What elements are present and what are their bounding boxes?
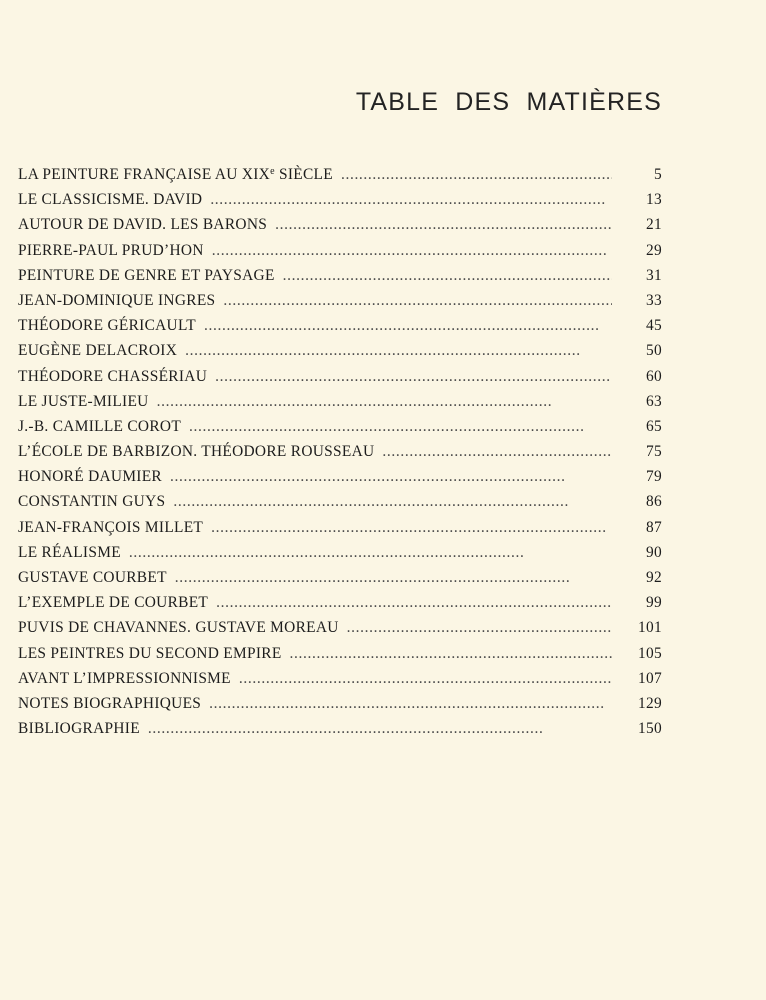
toc-entry-title: THÉODORE CHASSÉRIAU: [18, 367, 208, 385]
toc-entry-title: AUTOUR DE DAVID. LES BARONS: [18, 216, 268, 234]
toc-entry: [18, 368, 662, 393]
dot-leader: [204, 317, 612, 335]
dot-leader: [215, 368, 612, 386]
toc-entry: [18, 418, 662, 443]
dot-leader: [347, 619, 612, 637]
toc-entry-page: 150: [638, 720, 662, 738]
toc-entry-page: 87: [646, 518, 662, 536]
toc-entry: [18, 645, 662, 670]
toc-entry: [18, 569, 662, 594]
toc-entry-title: JEAN-DOMINIQUE INGRES: [18, 291, 216, 309]
toc-entry-title: HONORÉ DAUMIER: [18, 468, 162, 486]
toc-entry: [18, 468, 662, 493]
dot-leader: [185, 342, 612, 360]
toc-entry-page: 75: [646, 443, 662, 461]
dot-leader: [211, 519, 612, 537]
toc-entry: [18, 443, 662, 468]
toc-entry: [18, 342, 662, 367]
toc-entry-title: LE CLASSICISME. DAVID: [18, 191, 203, 209]
dot-leader: [148, 720, 612, 738]
toc-entry-title: J.-B. CAMILLE COROT: [18, 417, 182, 435]
toc-entry-title: AVANT L’IMPRESSIONNISME: [18, 669, 231, 687]
toc-entry-title: LA PEINTURE FRANÇAISE AU XIXe SIÈCLE: [18, 166, 333, 183]
toc-entry-page: 107: [638, 669, 662, 687]
toc-entry: [18, 292, 662, 317]
toc-entry-page: 45: [646, 317, 662, 335]
toc-entry-title: LE RÉALISME: [18, 543, 121, 561]
toc-entry-page: 13: [646, 191, 662, 209]
toc-entry: [18, 267, 662, 292]
dot-leader: [239, 670, 612, 688]
toc-entry-page: 129: [638, 694, 662, 712]
toc-entry: [18, 191, 662, 216]
toc-entry-title: EUGÈNE DELACROIX: [18, 342, 178, 360]
toc-entry-page: 90: [646, 543, 662, 561]
toc-entry-page: 79: [646, 468, 662, 486]
toc-entry-title: PEINTURE DE GENRE ET PAYSAGE: [18, 266, 275, 284]
toc-entry-title: LE JUSTE-MILIEU: [18, 392, 149, 410]
superscript: e: [270, 166, 275, 177]
toc-entry-page: 29: [646, 241, 662, 259]
toc-entry-title: JEAN-FRANÇOIS MILLET: [18, 518, 204, 536]
toc-entry: [18, 720, 662, 745]
toc-entry-page: 33: [646, 291, 662, 309]
toc-entry: [18, 594, 662, 619]
toc-entry-page: 21: [646, 216, 662, 234]
toc-entry: [18, 619, 662, 644]
dot-leader: [129, 544, 612, 562]
toc-entry-page: 101: [638, 619, 662, 637]
toc-entry-title: THÉODORE GÉRICAULT: [18, 317, 196, 335]
toc-entry-title: GUSTAVE COURBET: [18, 569, 167, 586]
toc-entry-title: PIERRE-PAUL PRUD’HON: [18, 241, 204, 259]
dot-leader: [212, 242, 612, 260]
page-title: TABLE DES MATIÈRES: [355, 88, 662, 116]
toc-entry: [18, 393, 662, 418]
dot-leader: [283, 267, 612, 285]
toc-entry-page: 92: [646, 569, 662, 586]
dot-leader: [170, 468, 612, 486]
toc-entry-page: 31: [646, 266, 662, 284]
dot-leader: [275, 216, 612, 234]
toc-entry-title: LES PEINTRES DU SECOND EMPIRE: [18, 644, 282, 662]
toc-entry-page: 63: [646, 392, 662, 410]
toc-entry-page: 50: [646, 342, 662, 360]
toc-entry: [18, 519, 662, 544]
toc-entry-page: 60: [646, 367, 662, 385]
toc-entry-title: PUVIS DE CHAVANNES. GUSTAVE MOREAU: [18, 619, 339, 637]
toc-entry-page: 99: [646, 594, 662, 612]
dot-leader: [216, 594, 612, 612]
dot-leader: [341, 166, 612, 184]
toc-entry: [18, 695, 662, 720]
toc-entry: [18, 166, 662, 191]
toc-entry-title: BIBLIOGRAPHIE: [18, 720, 140, 738]
dot-leader: [173, 493, 612, 511]
dot-leader: [175, 569, 612, 587]
toc-entry: [18, 317, 662, 342]
toc-entry: [18, 670, 662, 695]
dot-leader: [189, 418, 612, 436]
toc-entry: [18, 242, 662, 267]
toc-entry-title: CONSTANTIN GUYS: [18, 493, 166, 511]
table-of-contents: [18, 166, 662, 745]
dot-leader: [209, 695, 612, 713]
toc-entry: [18, 493, 662, 518]
toc-entry-title: NOTES BIOGRAPHIQUES: [18, 694, 202, 712]
toc-entry-page: 65: [646, 417, 662, 435]
toc-entry-page: 5: [654, 166, 662, 183]
toc-entry-page: 105: [638, 644, 662, 662]
toc-entry: [18, 216, 662, 241]
toc-entry: [18, 544, 662, 569]
dot-leader: [382, 443, 612, 461]
toc-entry-page: 86: [646, 493, 662, 511]
dot-leader: [210, 191, 612, 209]
toc-entry-title: L’EXEMPLE DE COURBET: [18, 594, 209, 612]
toc-entry-title: L’ÉCOLE DE BARBIZON. THÉODORE ROUSSEAU: [18, 443, 375, 461]
dot-leader: [223, 292, 612, 310]
dot-leader: [290, 645, 612, 663]
dot-leader: [157, 393, 612, 411]
